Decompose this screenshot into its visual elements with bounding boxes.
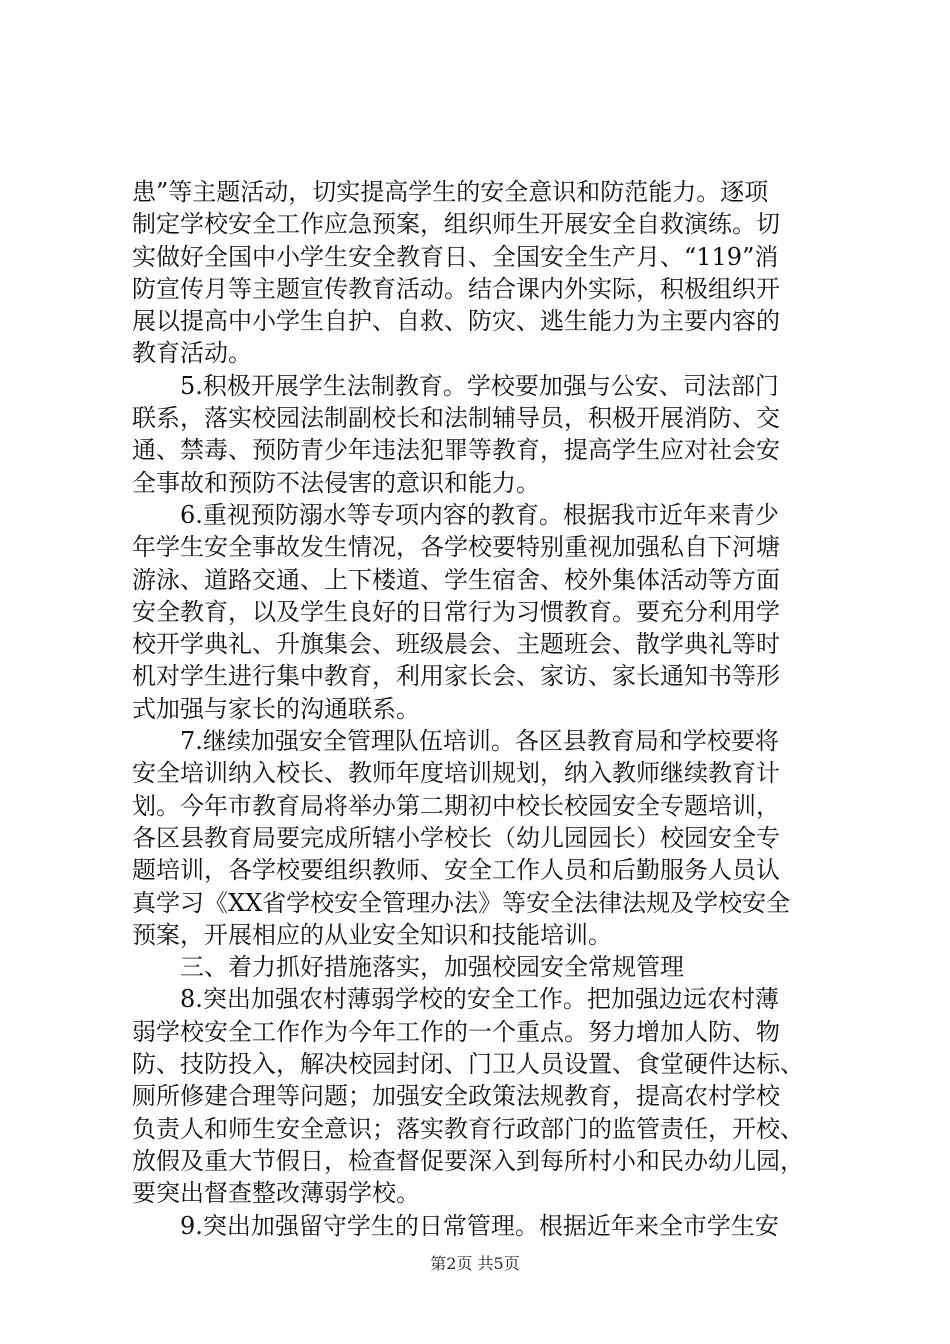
text-line: 弱学校安全工作作为今年工作的一个重点。努力增加人防、物	[132, 1017, 780, 1046]
text-line: 联系，落实校园法制副校长和法制辅导员，积极开展消防、交	[132, 404, 780, 433]
text-line: 真学习《XX省学校安全管理办法》等安全法律法规及学校安全	[132, 888, 791, 917]
text-line: 防、技防投入，解决校园封闭、门卫人员设置、食堂硬件达标、	[132, 1050, 804, 1079]
text-line: 题培训，各学校要组织教师、安全工作人员和后勤服务人员认	[132, 856, 780, 885]
text-line: 6.重视预防溺水等专项内容的教育。根据我市近年来青少	[180, 500, 779, 529]
page-footer: 第2页 共5页	[430, 1254, 520, 1273]
text-line: 全事故和预防不法侵害的意识和能力。	[132, 468, 540, 497]
text-line: 年学生安全事故发生情况，各学校要特别重视加强私自下河塘	[132, 533, 780, 562]
text-line: 通、禁毒、预防青少年违法犯罪等教育，提高学生应对社会安	[132, 436, 780, 465]
text-line: 制定学校安全工作应急预案，组织师生开展安全自救演练。切	[132, 210, 780, 239]
text-line: 各区县教育局要完成所辖小学校长（幼儿园园长）校园安全专	[132, 823, 780, 852]
text-line: 校开学典礼、升旗集会、班级晨会、主题班会、散学典礼等时	[132, 630, 780, 659]
text-line: 厕所修建合理等问题；加强安全政策法规教育，提高农村学校	[132, 1082, 780, 1111]
text-line: 防宣传月等主题宣传教育活动。结合课内外实际，积极组织开	[132, 274, 780, 303]
text-line: 展以提高中小学生自护、自救、防灾、逃生能力为主要内容的	[132, 307, 780, 336]
text-line: 安全教育，以及学生良好的日常行为习惯教育。要充分利用学	[132, 597, 780, 626]
text-line: 要突出督查整改薄弱学校。	[132, 1179, 420, 1208]
text-line: 游泳、道路交通、上下楼道、学生宿舍、校外集体活动等方面	[132, 565, 780, 594]
text-line: 式加强与家长的沟通联系。	[132, 694, 420, 723]
text-line: 8.突出加强农村薄弱学校的安全工作。把加强边远农村薄	[180, 985, 779, 1014]
text-line: 实做好全国中小学生安全教育日、全国安全生产月、“119”消	[132, 242, 779, 271]
text-line: 5.积极开展学生法制教育。学校要加强与公安、司法部门	[180, 371, 779, 400]
document-body	[132, 176, 832, 1242]
text-line: 机对学生进行集中教育，利用家长会、家访、家长通知书等形	[132, 662, 780, 691]
text-line: 划。今年市教育局将举办第二期初中校长校园安全专题培训，	[132, 791, 780, 820]
text-line: 7.继续加强安全管理队伍培训。各区县教育局和学校要将	[180, 727, 779, 756]
text-line: 安全培训纳入校长、教师年度培训规划，纳入教师继续教育计	[132, 759, 780, 788]
text-line: 放假及重大节假日，检查督促要深入到每所村小和民办幼儿园，	[132, 1146, 804, 1175]
text-line: 预案，开展相应的从业安全知识和技能培训。	[132, 920, 612, 949]
text-line: 患”等主题活动，切实提高学生的安全意识和防范能力。逐项	[132, 178, 769, 206]
text-line: 教育活动。	[132, 339, 252, 368]
text-line: 三、着力抓好措施落实，加强校园安全常规管理	[180, 953, 684, 982]
text-line: 负责人和师生安全意识；落实教育行政部门的监管责任，开校、	[132, 1114, 804, 1143]
text-line: 9.突出加强留守学生的日常管理。根据近年来全市学生安	[180, 1211, 779, 1240]
